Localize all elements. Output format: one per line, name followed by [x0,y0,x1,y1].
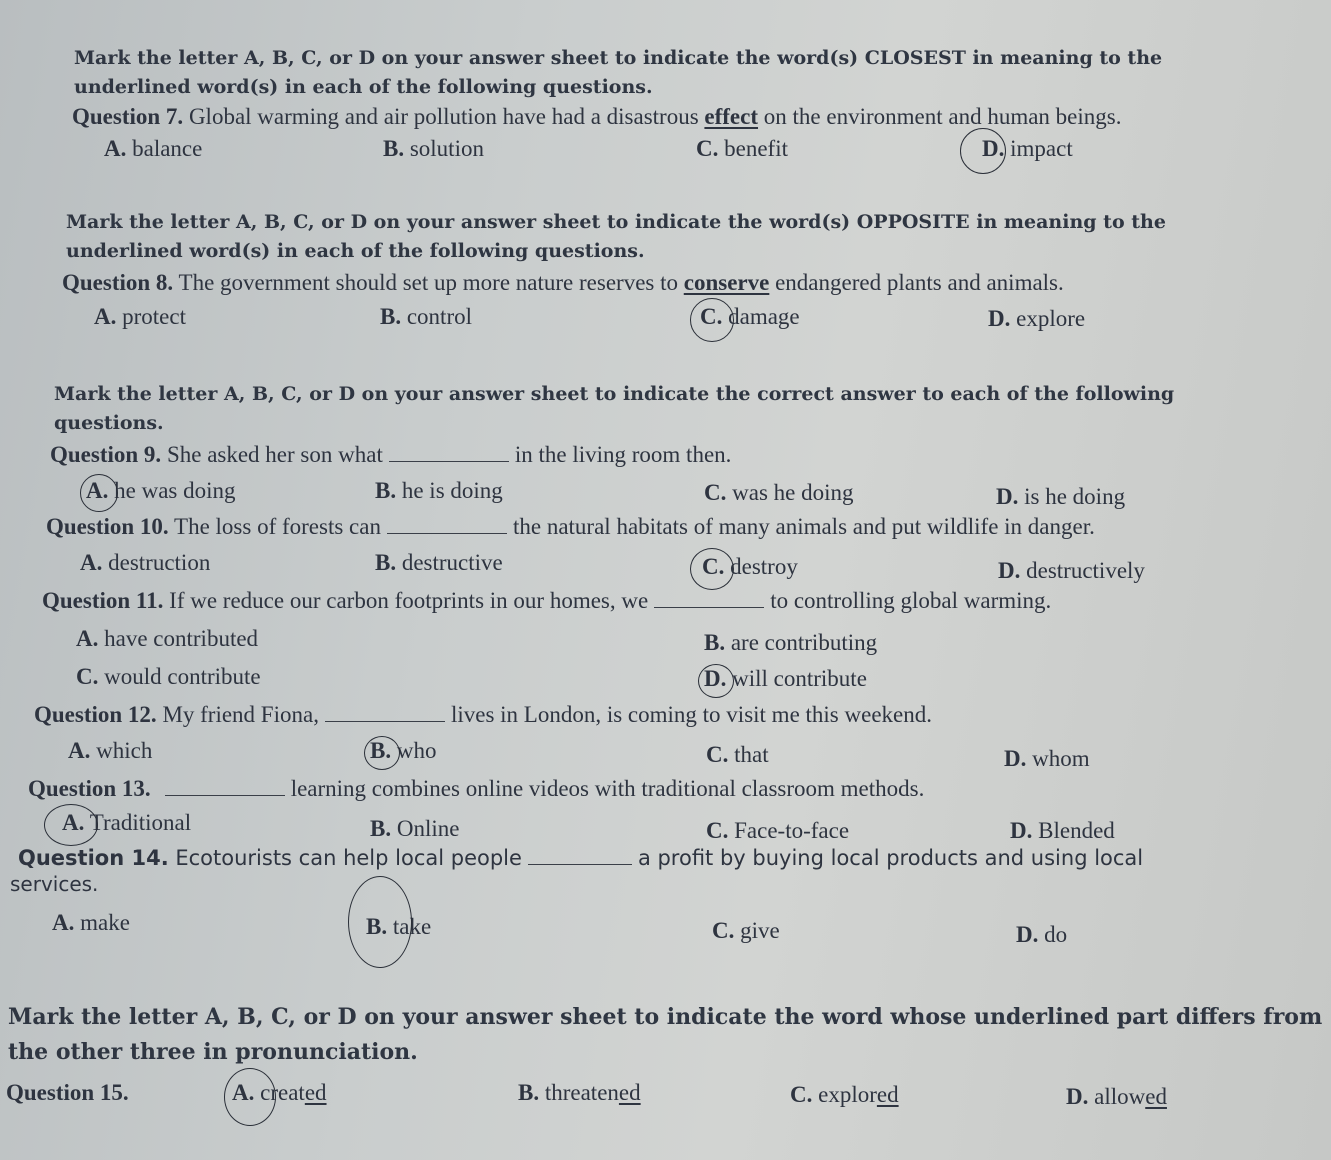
question-9-pre: She asked her son what [166,442,383,467]
q14-option-c[interactable]: C. give [712,918,780,943]
instruction-opposite: Mark the letter A, B, C, or D on your answer sheet to indicate the word(s) OPPOSITE in meaning to the underlined word(s) in each of the following questions. [66,211,1166,262]
q9-option-d[interactable]: D. is he doing [996,484,1126,509]
question-12-label: Question 12. [34,702,157,727]
q11-option-d[interactable]: D. will contribute [704,666,867,691]
q10-option-b[interactable]: B. destructive [375,550,503,575]
q13-option-b[interactable]: B. Online [370,816,460,841]
question-8-post: endangered plants and animals. [769,270,1064,295]
question-11 [42,588,1051,614]
question-9-post: in the living room then. [514,442,732,467]
question-14-pre: Ecotourists can help local people [175,846,522,870]
q7-option-a[interactable]: A. balance [104,136,203,161]
q15-option-a[interactable]: A. created [232,1080,327,1105]
instruction-closest: Mark the letter A, B, C, or D on your answer sheet to indicate the word(s) CLOSEST in meaning to the underlined word(s) in each of the following questions. [74,47,1163,98]
question-7-pre: Global warming and air pollution have had a disastrous [188,104,705,129]
answer-blank [389,460,509,462]
q10-option-c[interactable]: C. destroy [702,554,798,579]
answer-blank [325,720,445,722]
question-15 [6,1080,129,1106]
q7-option-c[interactable]: C. benefit [696,136,788,161]
question-14-label: Question 14. [18,846,169,870]
question-11-post: to controlling global warming. [770,588,1052,613]
answer-blank [528,863,632,865]
question-13-post: learning combines online videos with traditional classroom methods. [290,776,925,801]
q10-option-d[interactable]: D. destructively [998,558,1145,583]
question-9-label: Question 9. [50,442,162,467]
question-12-post: lives in London, is coming to visit me this weekend. [450,702,932,727]
question-8-underlined: conserve [683,270,770,295]
instruction-correct: Mark the letter A, B, C, or D on your answer sheet to indicate the correct answer to each of the following questions. [54,383,1175,434]
q13-option-d[interactable]: D. Blended [1010,818,1115,843]
q8-option-d[interactable]: D. explore [988,306,1086,331]
q9-option-c[interactable]: C. was he doing [704,480,854,505]
answer-blank [654,606,764,608]
question-13 [28,776,924,802]
q8-option-a[interactable]: A. protect [94,304,186,329]
question-7-underlined: effect [704,104,759,129]
q7-option-b[interactable]: B. solution [383,136,484,161]
question-13-label: Question 13. [28,776,151,801]
question-11-label: Question 11. [42,588,164,613]
question-8 [62,270,1064,296]
question-11-pre: If we reduce our carbon footprints in our homes, we [169,588,649,613]
question-10-label: Question 10. [46,514,169,539]
q15-option-c[interactable]: C. explored [790,1082,899,1107]
q7-option-d[interactable]: D. impact [982,136,1073,161]
q12-option-b[interactable]: B. who [370,738,437,763]
question-7 [72,104,1121,130]
q14-option-d[interactable]: D. do [1016,922,1068,947]
question-8-pre: The government should set up more nature reserves to [178,270,684,295]
q15-option-d[interactable]: D. allowed [1066,1084,1167,1109]
q15-option-b[interactable]: B. threatened [518,1080,641,1105]
q13-option-c[interactable]: C. Face-to-face [706,818,850,843]
question-9 [50,442,731,468]
question-10 [46,514,1095,540]
answer-blank [165,794,285,796]
q14-option-b[interactable]: B. take [366,914,432,939]
q8-option-b[interactable]: B. control [380,304,472,329]
q10-option-a[interactable]: A. destruction [80,550,211,575]
answer-blank [387,532,507,534]
question-12-pre: My friend Fiona, [162,702,319,727]
q9-option-b[interactable]: B. he is doing [375,478,503,503]
q11-option-c[interactable]: C. would contribute [76,664,261,689]
q14-option-a[interactable]: A. make [52,910,130,935]
question-7-post: on the environment and human beings. [758,104,1122,129]
question-10-post: the natural habitats of many animals and put wildlife in danger. [512,514,1095,539]
q11-option-b[interactable]: B. are contributing [704,630,878,655]
q12-option-d[interactable]: D. whom [1004,746,1090,771]
question-7-label: Question 7. [72,104,184,129]
question-8-label: Question 8. [62,270,174,295]
q12-option-a[interactable]: A. which [68,738,153,763]
question-15-label: Question 15. [6,1080,129,1105]
question-14 [18,846,1143,870]
q9-option-a[interactable]: A. he was doing [86,478,236,503]
q8-option-c[interactable]: C. damage [700,304,800,329]
q11-option-a[interactable]: A. have contributed [76,626,259,651]
question-10-pre: The loss of forests can [174,514,381,539]
q13-option-a[interactable]: A. Traditional [62,810,192,835]
instruction-pronunciation: Mark the letter A, B, C, or D on your answer sheet to indicate the word whose underlined part differs from the other three in pronunciation. [8,1004,1323,1065]
question-14-line2: services. [10,872,99,896]
question-14-post: a profit by buying local products and using local [637,846,1144,870]
question-12 [34,702,932,728]
q12-option-c[interactable]: C. that [706,742,769,767]
